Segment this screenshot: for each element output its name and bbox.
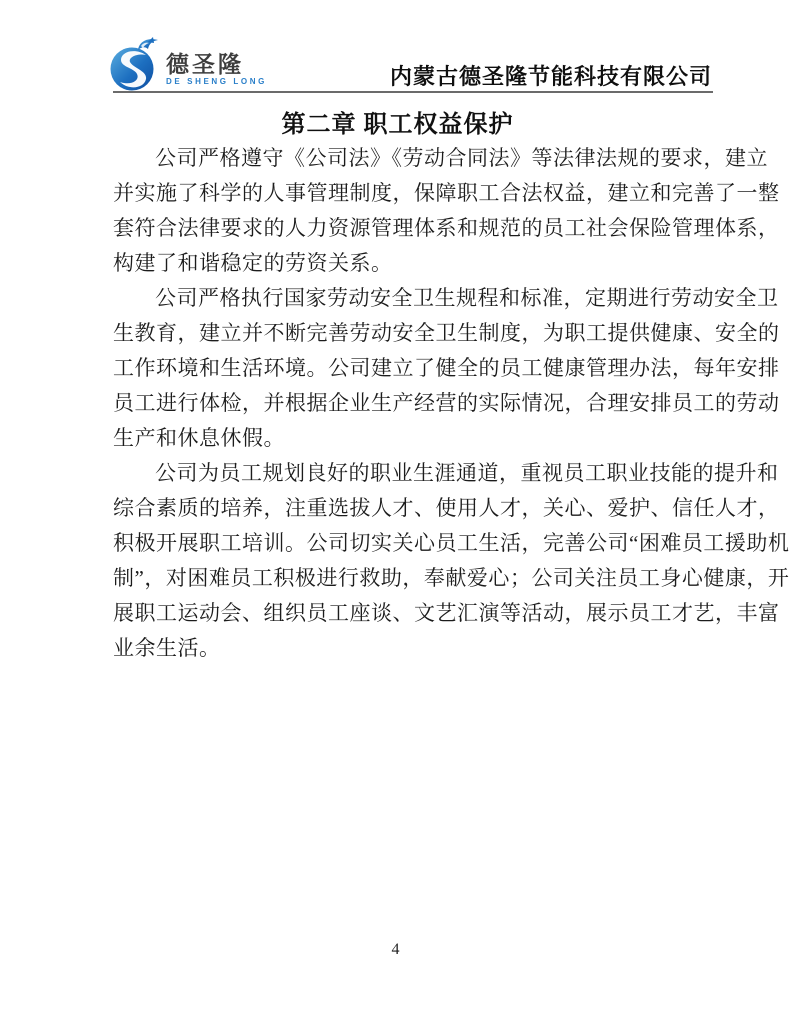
logo-cn-label: 德圣隆 [166, 51, 244, 77]
body-line: 积极开展职工培训。公司切实关心员工生活，完善公司“困难员工援助机 [113, 531, 790, 555]
document-body [113, 141, 790, 666]
header-divider [113, 91, 713, 93]
body-line: 综合素质的培养，注重选拔人才、使用人才，关心、爱护、信任人才， [113, 496, 780, 520]
paragraph [113, 281, 780, 456]
body-line: 公司严格遵守《公司法》《劳动合同法》等法律法规的要求，建立 [155, 146, 768, 170]
chapter-title: 第二章 职工权益保护 [281, 112, 514, 138]
body-line: 员工进行体检，并根据企业生产经营的实际情况，合理安排员工的劳动 [113, 391, 780, 415]
body-line: 业余生活。 [113, 636, 221, 660]
body-line: 套符合法律要求的人力资源管理体系和规范的员工社会保险管理体系， [113, 216, 780, 240]
paragraph [113, 141, 780, 281]
body-line: 制”，对困难员工积极进行救助，奉献爱心；公司关注员工身心健康，开 [113, 566, 790, 590]
body-line: 公司严格执行国家劳动安全卫生规程和标准，定期进行劳动安全卫 [155, 286, 779, 310]
page-number: 4 [391, 941, 400, 958]
logo-en-label: DE SHENG LONG [166, 77, 267, 86]
page-header [0, 0, 791, 100]
body-line: 公司为员工规划良好的职业生涯通道，重视员工职业技能的提升和 [155, 461, 779, 485]
body-line: 生产和休息休假。 [113, 426, 285, 450]
body-line: 生教育，建立并不断完善劳动安全卫生制度，为职工提供健康、安全的 [113, 321, 780, 345]
body-line: 工作环境和生活环境。公司建立了健全的员工健康管理办法，每年安排 [113, 356, 780, 380]
body-line: 构建了和谐稳定的劳资关系。 [113, 251, 393, 275]
company-name: 内蒙古德圣隆节能科技有限公司 [389, 64, 712, 89]
body-line: 并实施了科学的人事管理制度，保障职工合法权益，建立和完善了一整 [113, 181, 780, 205]
body-line: 展职工运动会、组织员工座谈、文艺汇演等活动，展示员工才艺，丰富 [113, 601, 780, 625]
paragraph [113, 456, 790, 666]
